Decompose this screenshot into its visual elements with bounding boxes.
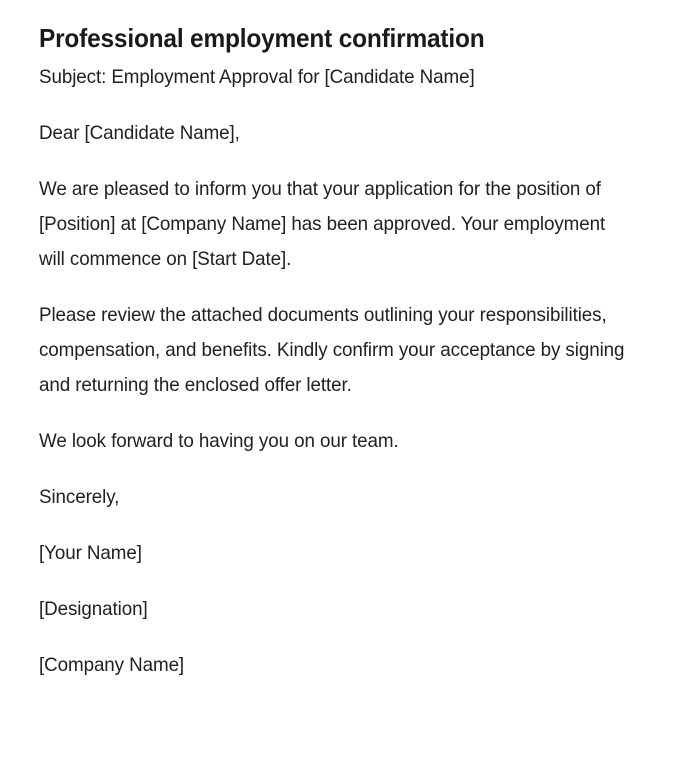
sender-designation: [Designation] [39,598,148,620]
page-title: Professional employment confirmation [39,23,485,53]
paragraph-closing: We look forward to having you on our team. [39,430,399,452]
paragraph-approval: We are pleased to inform you that your application for the position of [Position] at [Company Name] has been approved. Your employment will commence on [Start Date]. [39,178,606,270]
paragraph-documents: Please review the attached documents outlining your responsibilities, compensation, and benefits. Kindly confirm your acceptance by signing and returning the enclosed offer letter. [39,304,625,396]
signoff-line: Sincerely, [39,486,120,508]
sender-company: [Company Name] [39,654,185,676]
subject-line: Subject: Employment Approval for [Candidate Name] [39,66,475,88]
greeting-line: Dear [Candidate Name], [39,122,240,144]
sender-name: [Your Name] [39,542,142,564]
